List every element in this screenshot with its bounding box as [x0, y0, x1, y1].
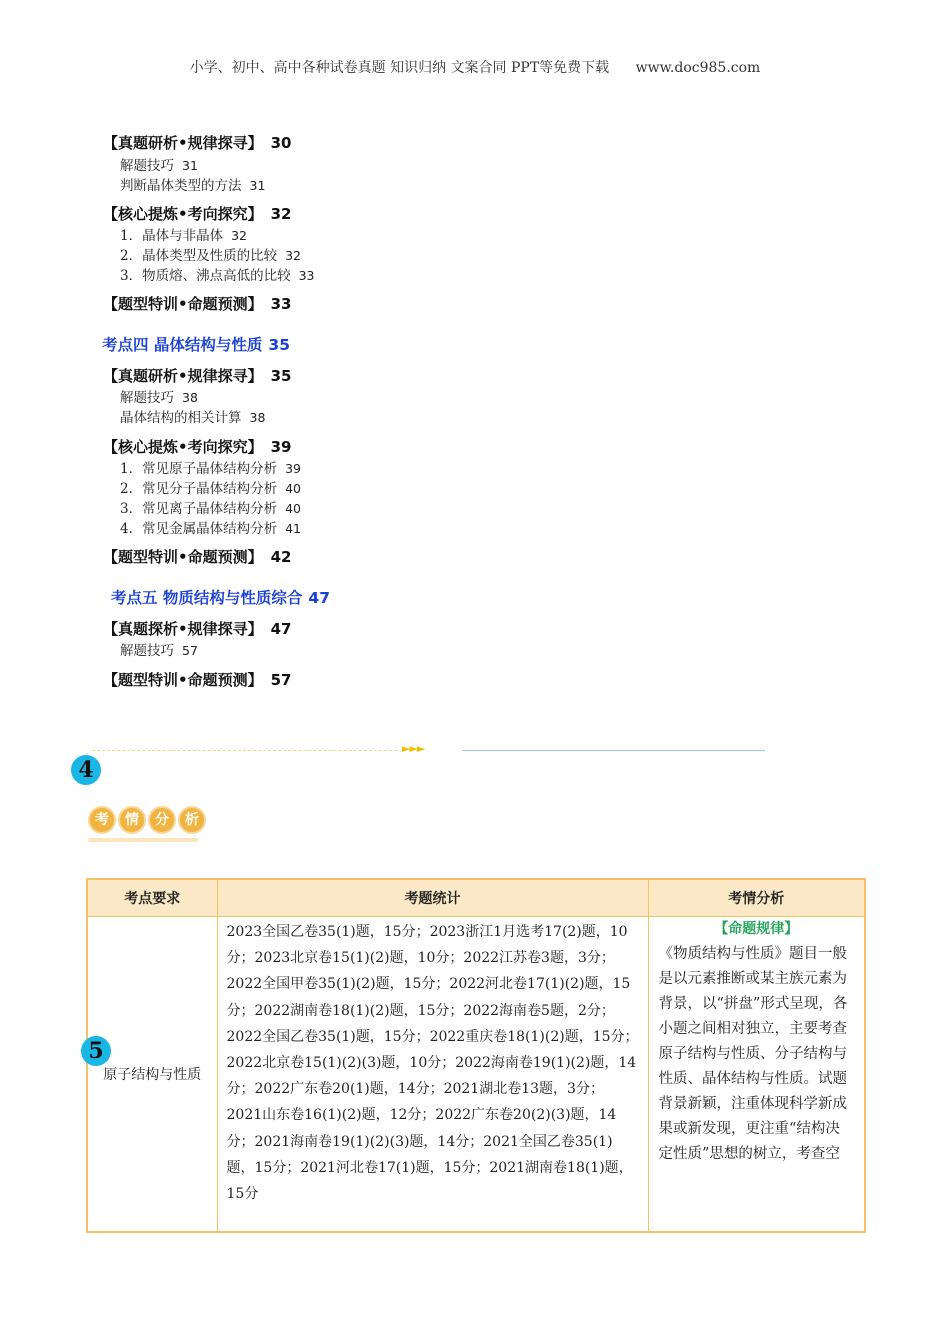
- toc-label: 解题技巧: [120, 390, 174, 406]
- toc-label: 3．物质熔、沸点高低的比较: [120, 268, 291, 284]
- analysis-cell: [648, 917, 865, 1232]
- toc-label: 【核心提炼•考向探究】: [103, 438, 263, 456]
- toc-entry[interactable]: [120, 517, 301, 537]
- toc-label: 【题型特训•命题预测】: [103, 295, 263, 313]
- toc-label: 【真题探析•规律探寻】: [103, 620, 263, 638]
- title-underline: [88, 838, 198, 842]
- toc-label: 【题型特训•命题预测】: [103, 548, 263, 566]
- toc-label: 【核心提炼•考向探究】: [103, 205, 263, 223]
- col-header-requirement: 考点要求: [87, 879, 217, 917]
- toc-page: 47: [270, 620, 292, 638]
- toc-entry[interactable]: [103, 618, 291, 639]
- col-header-analysis: 考情分析: [648, 879, 865, 917]
- toc-page: 40: [285, 501, 301, 516]
- toc-label: 【真题研析•规律探寻】: [103, 367, 263, 385]
- toc-label: 判断晶体类型的方法: [120, 178, 242, 194]
- toc-entry[interactable]: [103, 546, 291, 567]
- toc-page: 32: [285, 248, 301, 263]
- toc-entry[interactable]: [103, 203, 291, 224]
- toc-page: 42: [270, 548, 292, 566]
- toc-entry[interactable]: [120, 457, 301, 477]
- analysis-text: 《物质结构与性质》题目一般是以元素推断或某主族元素为背景，以“拼盘”形式呈现，各小题之间相对独立，主要考查原子结构与性质、分子结构与性质、晶体结构与性质。试题背景新颖，注重体现科学新成果或新发现，更注重“结构决定性质”思想的树立，考查空: [658, 946, 848, 1162]
- arrow-icon: ►►►: [402, 742, 425, 755]
- toc-page: 40: [285, 481, 301, 496]
- divider-line-left: [92, 750, 397, 751]
- toc-page: 32: [231, 228, 247, 243]
- table-header-row: [87, 879, 865, 917]
- toc-page: 39: [285, 461, 301, 476]
- section-title-badge: [88, 806, 206, 834]
- toc-entry[interactable]: [120, 154, 198, 174]
- toc-entry[interactable]: [103, 132, 291, 153]
- toc-page: 33: [270, 295, 292, 313]
- toc-page: 31: [182, 158, 198, 173]
- table-row: [87, 917, 865, 1232]
- toc-page: 30: [270, 134, 292, 152]
- rule-heading: 【命题规律】: [714, 921, 799, 937]
- toc-label: 【真题研析•规律探寻】: [103, 134, 263, 152]
- toc-entry[interactable]: [120, 224, 247, 244]
- toc-page: 35: [268, 336, 290, 354]
- number-badge-5: 5: [81, 1036, 111, 1066]
- toc-entry[interactable]: [120, 386, 198, 406]
- toc-label: 考点五 物质结构与性质综合: [111, 589, 303, 607]
- toc-chapter[interactable]: [102, 333, 290, 355]
- page-header: [0, 57, 950, 77]
- toc-entry[interactable]: [103, 669, 291, 690]
- toc-label: 2．晶体类型及性质的比较: [120, 248, 278, 264]
- toc-chapter[interactable]: [111, 586, 330, 608]
- toc-page: 39: [270, 438, 292, 456]
- toc-page: 31: [249, 178, 266, 193]
- divider-line-right: [462, 750, 765, 751]
- toc-entry[interactable]: [120, 264, 315, 284]
- toc-label: 晶体结构的相关计算: [120, 410, 242, 426]
- toc-label: 解题技巧: [120, 158, 174, 174]
- toc-label: 考点四 晶体结构与性质: [102, 336, 263, 354]
- col-header-stats: 考题统计: [217, 879, 648, 917]
- toc-page: 32: [270, 205, 292, 223]
- toc-entry[interactable]: [103, 436, 291, 457]
- toc-entry[interactable]: [120, 497, 301, 517]
- toc-entry[interactable]: [103, 365, 291, 386]
- header-url[interactable]: www.doc985.com: [635, 60, 761, 76]
- header-title: 小学、初中、高中各种试卷真题 知识归纳 文案合同 PPT等免费下载: [189, 60, 610, 76]
- exam-analysis-table: [86, 878, 866, 1233]
- toc-entry[interactable]: [120, 477, 301, 497]
- number-badge-4: 4: [71, 755, 101, 785]
- toc-label: 3．常见离子晶体结构分析: [120, 501, 278, 517]
- toc-label: 解题技巧: [120, 643, 174, 659]
- toc-label: 4．常见金属晶体结构分析: [120, 521, 278, 537]
- toc-entry[interactable]: [120, 174, 265, 194]
- requirement-cell: 原子结构与性质: [87, 917, 217, 1232]
- stats-cell: 2023全国乙卷35(1)题，15分；2023浙江1月选考17(2)题，10分；2023北京卷15(1)(2)题，10分；2022江苏卷3题，3分；2022全国甲卷35(1)(2)题，15分；2022河北卷17(1)(2)题，15分；2022湖南卷18(1)(2)题，15分；2022海南卷5题，2分；2022全国乙卷35(1)题，15分；2022重庆卷18(1)(2)题，15分；2022北京卷15(1)(2)(3)题，10分；2022海南卷19(1)(2)题，14分；2022广东卷20(1)题，14分；2021湖北卷13题，3分；2021山东卷16(1)(2)题，12分；2022广东卷20(2)(3)题，14分；2021海南卷19(1)(2)(3)题，14分；2021全国乙卷35(1)题，15分；2021河北卷17(1)题，15分；2021湖南卷18(1)题，15分: [217, 917, 648, 1232]
- toc-entry[interactable]: [120, 244, 301, 264]
- toc-page: 38: [182, 390, 198, 405]
- toc-label: 【题型特训•命题预测】: [103, 671, 263, 689]
- toc-entry[interactable]: [120, 406, 265, 426]
- title-char: 情: [118, 806, 146, 834]
- toc-page: 57: [270, 671, 292, 689]
- toc-page: 38: [249, 410, 266, 425]
- toc-entry[interactable]: [120, 639, 198, 659]
- toc-page: 47: [308, 589, 330, 607]
- toc-entry[interactable]: [103, 293, 291, 314]
- toc-label: 2．常见分子晶体结构分析: [120, 481, 278, 497]
- toc-page: 35: [270, 367, 292, 385]
- title-char: 分: [148, 806, 176, 834]
- title-char: 析: [178, 806, 206, 834]
- toc-label: 1．常见原子晶体结构分析: [120, 461, 278, 477]
- title-char: 考: [88, 806, 116, 834]
- toc-page: 33: [298, 268, 315, 283]
- toc-page: 41: [285, 521, 301, 536]
- toc-label: 1．晶体与非晶体: [120, 228, 224, 244]
- toc-page: 57: [182, 643, 198, 658]
